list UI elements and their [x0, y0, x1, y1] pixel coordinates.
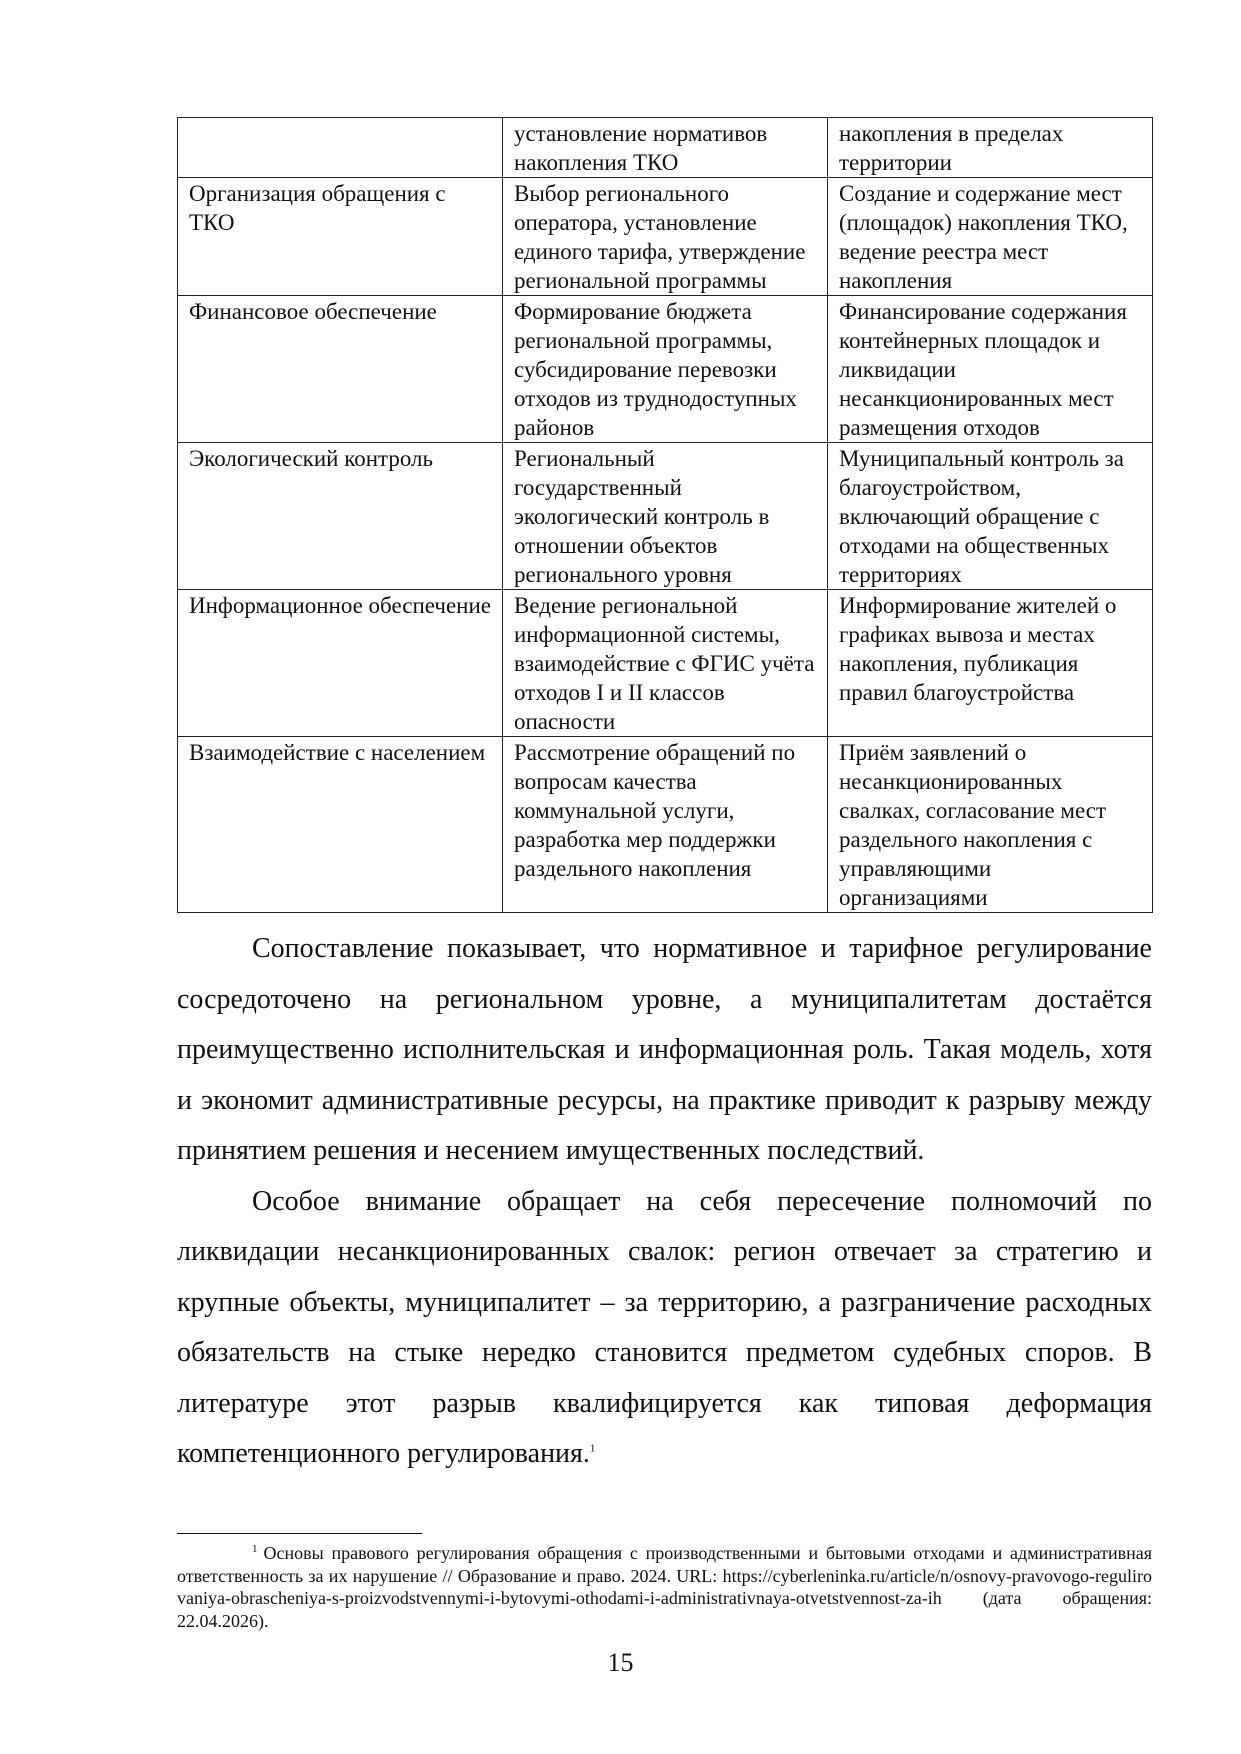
paragraph: [177, 924, 1152, 1177]
page-number: 15: [607, 1648, 634, 1677]
table-cell: Информационное обеспечение: [178, 590, 503, 737]
table-row: [178, 296, 1153, 443]
table-row: [178, 118, 1153, 178]
footnote-reference[interactable]: 1: [589, 1442, 596, 1455]
table-cell: Создание и содержание мест (площадок) накопления ТКО, ведение реестра мест накопления: [828, 178, 1153, 296]
footnote-text: Основы правового регулирования обращения с производственными и бытовыми отходами и административная ответственность за их нарушение // Образование и право. 2024. URL:: [177, 1543, 1152, 1586]
paragraph-text: Сопоставление показывает, что нормативное и тарифное регулирование сосредоточено на региональном уровне, а муниципалитетам достаётся преимущественно исполнительская и информационная роль. Такая модель, хотя и экономит административные ресурсы, на практике приводит к разрыву между принятием решения и несением имущественных последствий.: [177, 933, 1152, 1166]
footnote-separator: [177, 1533, 422, 1534]
table-cell: установление нормативов накопления ТКО: [503, 118, 828, 178]
table-cell: Рассмотрение обращений по вопросам качества коммунальной услуги, разработка мер поддержки раздельного накопления: [503, 737, 828, 913]
table-cell: Финансовое обеспечение: [178, 296, 503, 443]
body-text: [177, 924, 1152, 1480]
table-row: [178, 443, 1153, 590]
table-cell: Финансирование содержания контейнерных площадок и ликвидации несанкционированных мест размещения отходов: [828, 296, 1153, 443]
table-cell: Муниципальный контроль за благоустройством, включающий обращение с отходами на общественных территориях: [828, 443, 1153, 590]
table-cell: [178, 118, 503, 178]
table-cell: Формирование бюджета региональной программы, субсидирование перевозки отходов из труднодоступных районов: [503, 296, 828, 443]
table-cell: Взаимодействие с населением: [178, 737, 503, 913]
table-cell: Выбор регионального оператора, установление единого тарифа, утверждение региональной программы: [503, 178, 828, 296]
table-cell: Приём заявлений о несанкционированных свалках, согласование мест раздельного накопления с управляющими организациями: [828, 737, 1153, 913]
table-row: [178, 737, 1153, 913]
competence-comparison-table: [177, 117, 1153, 913]
paragraph: [177, 1177, 1152, 1480]
table-row: [178, 590, 1153, 737]
footnote-mark: 1: [252, 1543, 258, 1555]
paragraph-text: Особое внимание обращает на себя пересечение полномочий по ликвидации несанкционированных свалок: регион отвечает за стратегию и крупные объекты, муниципалитет – за территорию, а разграничение расходных обязательств на стыке нередко становится предметом судебных споров. В литературе этот разрыв квалифицируется как типовая деформация компетенционного регулирования.: [177, 1185, 1152, 1469]
table-cell: Организация обращения с ТКО: [178, 178, 503, 296]
footnote-url-link[interactable]: https://cyberleninka.ru/article/n/osnovy-pravovogo-regulirovaniya-obrascheniya-s-proizvodstvennymi-i-bytovymi-othodami-i-administrativnaya-otvetstvennost-za-ih: [177, 1565, 1152, 1608]
footnote: [177, 1542, 1152, 1632]
footnote-access-date: (дата обращения: 22.04.2026).: [177, 1588, 1152, 1631]
table-cell: накопления в пределах территории: [828, 118, 1153, 178]
table-cell: Ведение региональной информационной системы, взаимодействие с ФГИС учёта отходов I и II классов опасности: [503, 590, 828, 737]
table-cell: Региональный государственный экологический контроль в отношении объектов регионального уровня: [503, 443, 828, 590]
table-cell: Информирование жителей о графиках вывоза и местах накопления, публикация правил благоустройства: [828, 590, 1153, 737]
table-row: [178, 178, 1153, 296]
table-cell: Экологический контроль: [178, 443, 503, 590]
